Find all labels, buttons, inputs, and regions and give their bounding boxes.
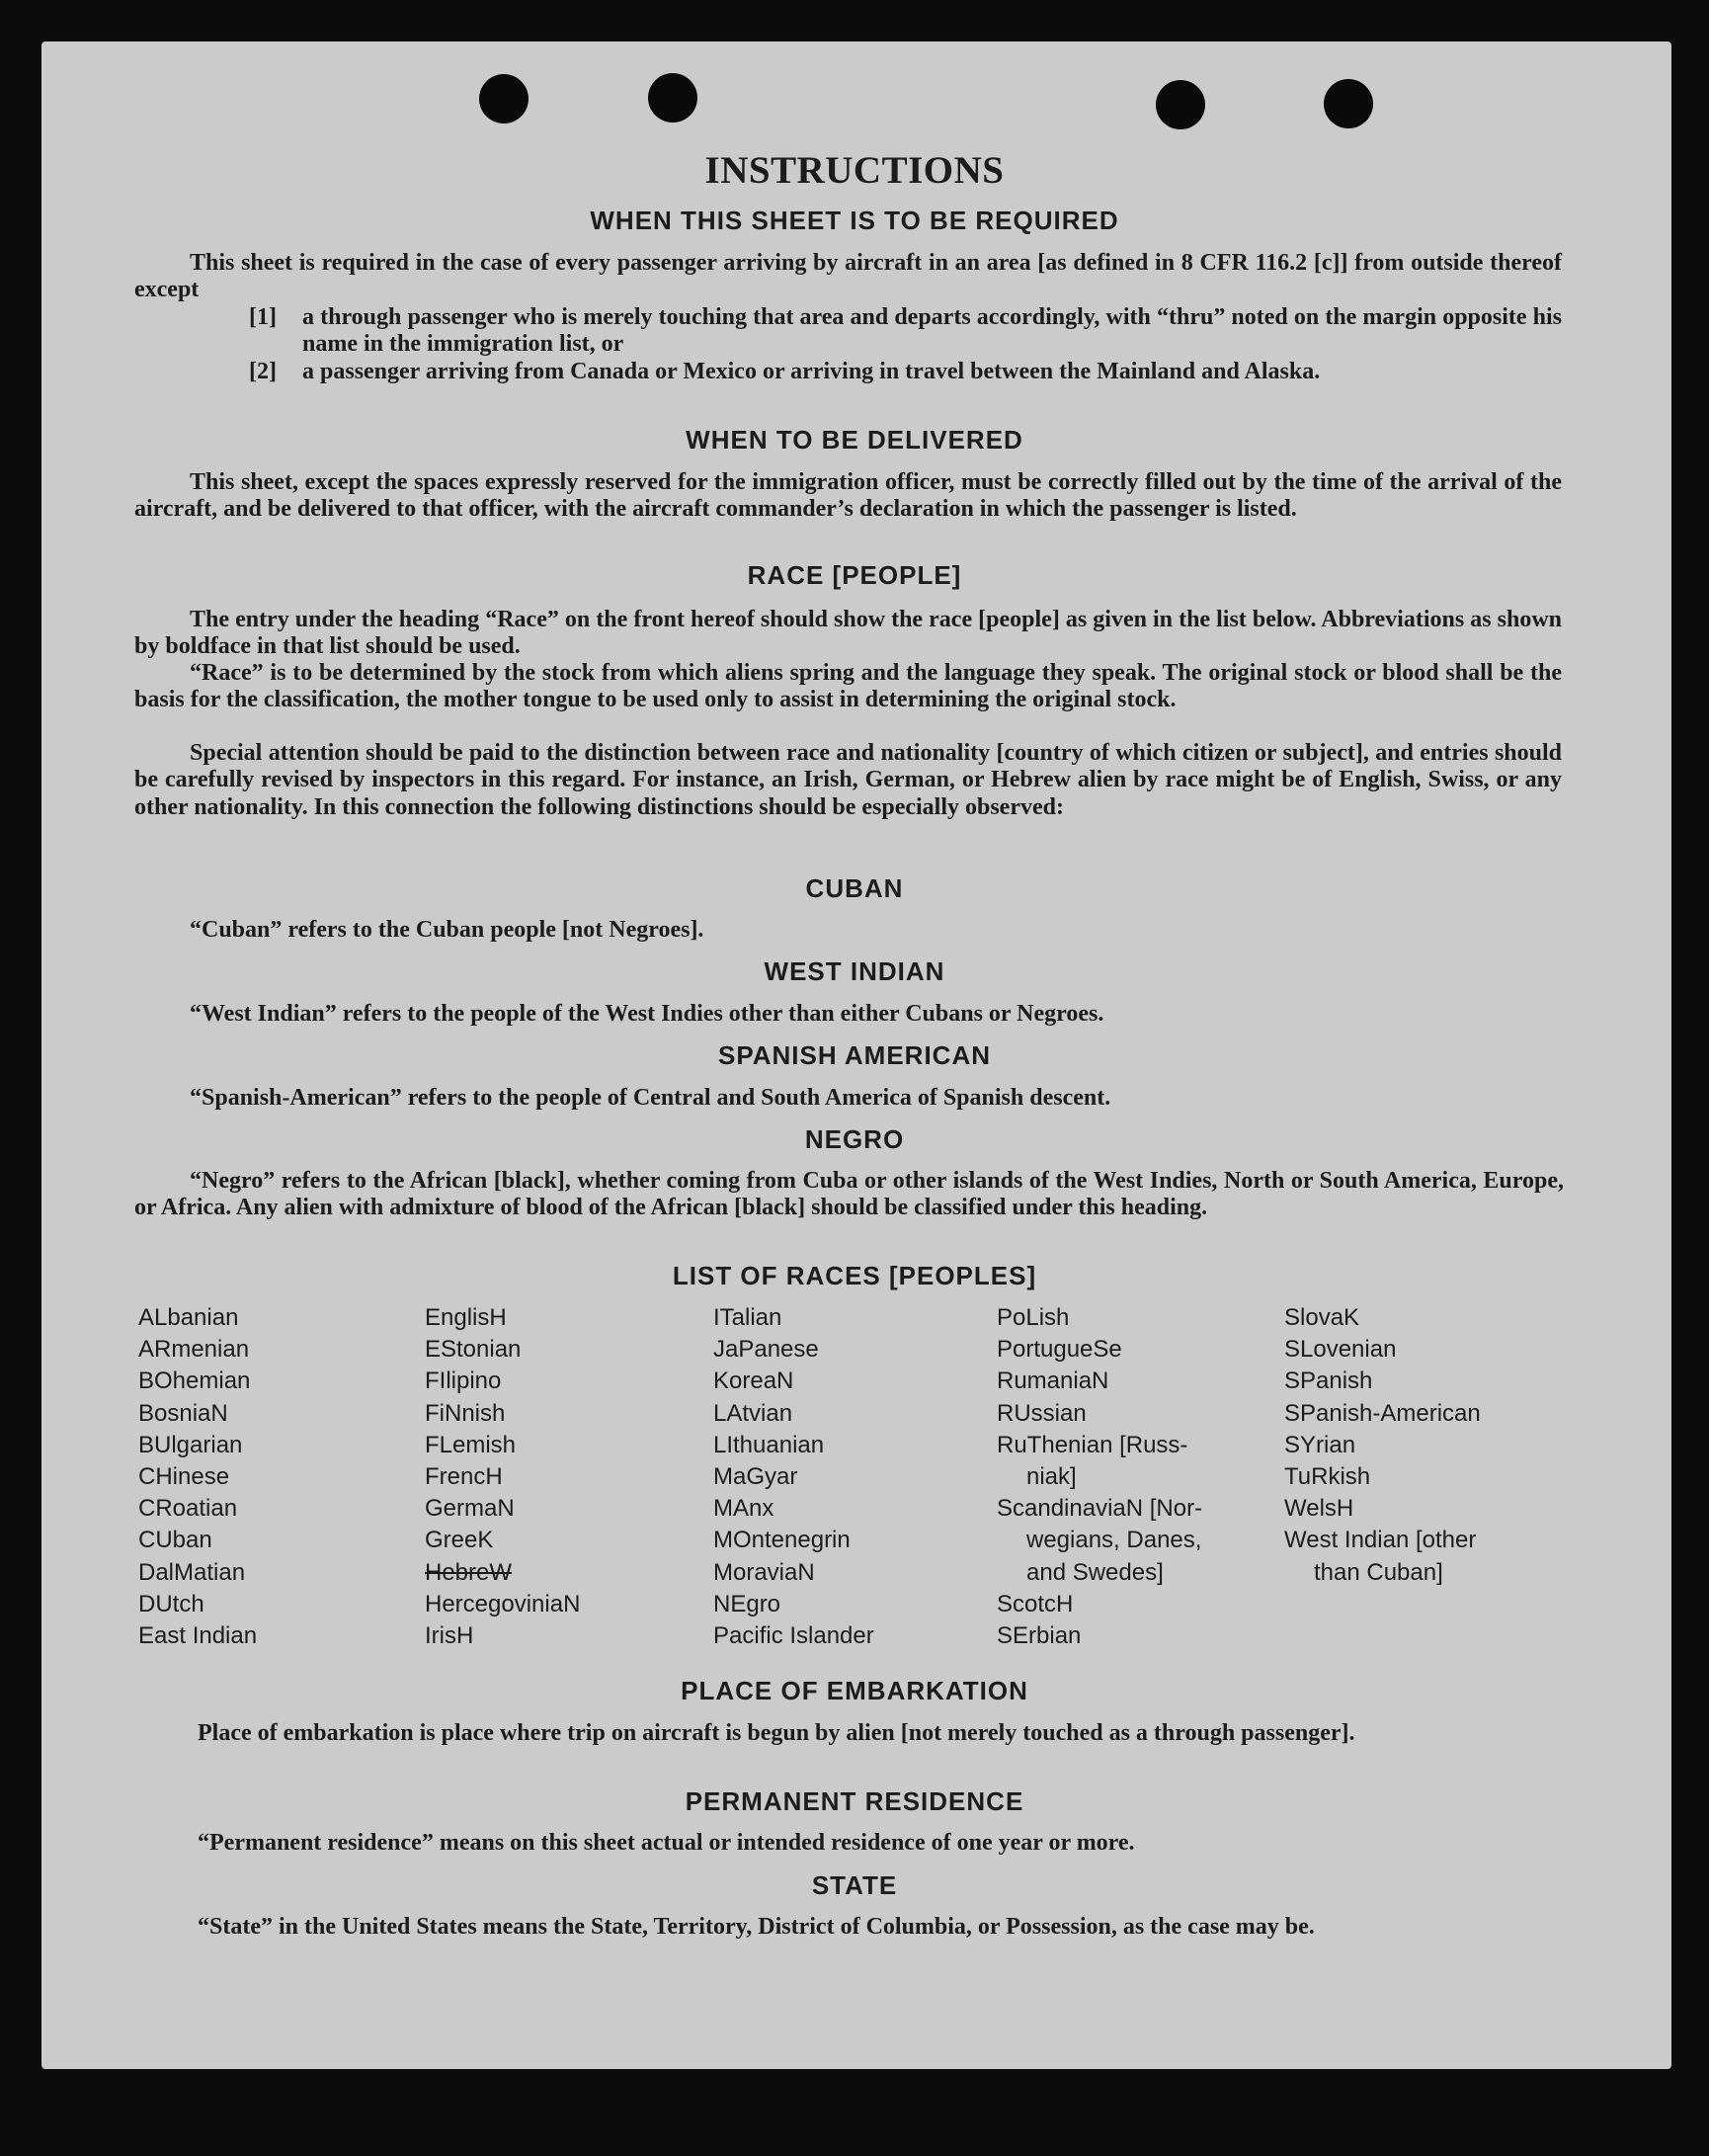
race-item: DUtch	[138, 1590, 204, 1617]
race-item: CUban	[138, 1527, 212, 1554]
race-item: CRoatian	[138, 1495, 238, 1523]
negro-text: “Negro” refers to the African [black], whether coming from Cuba or other islands of the West Indies, North or South America, Europe, or Africa. Any alien with admixture of blood of the African [black] should be classified under this heading.	[134, 1168, 1564, 1221]
residence-text: “Permanent residence” means on this sheet actual or intended residence of one year or more.	[198, 1830, 1135, 1856]
race-list-column-4	[997, 1302, 1202, 1652]
race-list-column-3	[713, 1302, 874, 1652]
race-paragraph-1: The entry under the heading “Race” on the front hereof should show the race [people] as given in the list below. Abbreviations as shown by boldface in that list should be used.	[134, 607, 1562, 660]
race-item: PortugueSe	[997, 1336, 1122, 1364]
item-number-2: [2]	[249, 359, 277, 384]
race-item: SLovenian	[1284, 1336, 1397, 1364]
race-item: TuRkish	[1284, 1463, 1371, 1491]
punch-hole	[1156, 80, 1205, 129]
race-item: PoLish	[997, 1304, 1070, 1331]
race-item: SYrian	[1284, 1431, 1356, 1458]
race-item: BUlgarian	[138, 1431, 243, 1458]
section-heading-west-indian: WEST INDIAN	[764, 956, 945, 986]
punch-hole	[479, 74, 529, 124]
race-item: LIthuanian	[713, 1431, 825, 1458]
spanish-american-text: “Spanish-American” refers to the people of Central and South America of Spanish descent.	[190, 1085, 1111, 1111]
section-heading-cuban: CUBAN	[805, 873, 904, 903]
race-item: RumaniaN	[997, 1368, 1109, 1395]
item-number-1: [1]	[249, 304, 277, 330]
embarkation-text: Place of embarkation is place where trip on aircraft is begun by alien [not merely touched as a through passenger].	[198, 1720, 1355, 1746]
race-item: than Cuban]	[1314, 1558, 1443, 1586]
section-heading-spanish-american: SPANISH AMERICAN	[717, 1040, 991, 1070]
race-item: HercegoviniaN	[425, 1590, 581, 1617]
race-item: LAtvian	[713, 1399, 793, 1427]
race-item: EStonian	[425, 1336, 522, 1364]
required-item-2: a passenger arriving from Canada or Mexico or arriving in travel between the Mainland and Alaska.	[302, 359, 1321, 384]
race-item: DalMatian	[138, 1558, 246, 1586]
race-item: CHinese	[138, 1463, 230, 1491]
race-item: FIlipino	[425, 1368, 502, 1395]
race-list-column-2	[425, 1302, 580, 1652]
race-item: RuThenian [Russ-	[997, 1431, 1188, 1458]
punch-hole	[648, 73, 697, 123]
race-item: ScandinaviaN [Nor-	[997, 1495, 1203, 1523]
race-item: RUssian	[997, 1399, 1087, 1427]
race-item: BOhemian	[138, 1368, 251, 1395]
race-item: JaPanese	[713, 1336, 819, 1364]
page-title: INSTRUCTIONS	[704, 149, 1005, 192]
race-item: ScotcH	[997, 1590, 1074, 1617]
state-text: “State” in the United States means the State, Territory, District of Columbia, or Possession, as the case may be.	[198, 1914, 1315, 1940]
west-indian-text: “West Indian” refers to the people of the West Indies other than either Cubans or Negroes.	[190, 1001, 1104, 1027]
race-item: IrisH	[425, 1622, 474, 1650]
required-intro: This sheet is required in the case of every passenger arriving by aircraft in an area [as defined in 8 CFR 116.2 [c]] from outside thereof except	[134, 250, 1562, 303]
race-item: EnglisH	[425, 1304, 507, 1331]
race-item: ALbanian	[138, 1304, 239, 1331]
race-item: HebreW	[425, 1558, 513, 1586]
race-item: ARmenian	[138, 1336, 250, 1364]
race-item: BosniaN	[138, 1399, 228, 1427]
cuban-text: “Cuban” refers to the Cuban people [not Negroes].	[190, 917, 704, 943]
race-item: SPanish	[1284, 1368, 1373, 1395]
race-item: MoraviaN	[713, 1558, 815, 1586]
race-item: and Swedes]	[1026, 1558, 1164, 1586]
section-heading-list-of-races: LIST OF RACES [PEOPLES]	[672, 1261, 1037, 1290]
section-heading-race: RACE [PEOPLE]	[747, 560, 962, 590]
required-item-1: a through passenger who is merely touching that area and departs accordingly, with “thru” noted on the margin opposite his name in the immigration list, or	[302, 304, 1562, 358]
race-item: FrencH	[425, 1463, 503, 1491]
race-item: SPanish-American	[1284, 1399, 1481, 1427]
race-item: wegians, Danes,	[1026, 1527, 1202, 1554]
section-heading-delivered: WHEN TO BE DELIVERED	[686, 425, 1023, 455]
race-item: NEgro	[713, 1590, 781, 1617]
race-item: MOntenegrin	[713, 1527, 851, 1554]
race-item: MAnx	[713, 1495, 774, 1523]
race-list-column-5	[1284, 1302, 1481, 1589]
race-item: MaGyar	[713, 1463, 798, 1491]
delivered-text: This sheet, except the spaces expressly reserved for the immigration officer, must be correctly filled out by the time of the arrival of the aircraft, and be delivered to that officer, with the aircraft commander’s declaration in which the passenger is listed.	[134, 469, 1562, 523]
section-heading-state: STATE	[811, 1870, 898, 1900]
race-item: GermaN	[425, 1495, 515, 1523]
race-paragraph-3: Special attention should be paid to the distinction between race and nationality [country of which citizen or subject], and entries should be carefully revised by inspectors in this regard. For instance, an Irish, German, or Hebrew alien by race might be of English, Swiss, or any other nationality. In this connection the following distinctions should be especially observed:	[134, 740, 1562, 820]
race-item: SlovaK	[1284, 1304, 1360, 1331]
race-item: GreeK	[425, 1527, 494, 1554]
race-item: East Indian	[138, 1622, 258, 1650]
race-list-column-1	[138, 1302, 257, 1652]
section-heading-negro: NEGRO	[804, 1124, 905, 1154]
race-item: Pacific Islander	[713, 1622, 874, 1650]
race-item: West Indian [other	[1284, 1527, 1477, 1554]
race-item: WelsH	[1284, 1495, 1354, 1523]
race-item: KoreaN	[713, 1368, 794, 1395]
race-item: niak]	[1026, 1463, 1077, 1491]
section-heading-embarkation: PLACE OF EMBARKATION	[681, 1676, 1028, 1705]
punch-hole	[1324, 79, 1373, 128]
race-item: ITalian	[713, 1304, 782, 1331]
section-heading-required: WHEN THIS SHEET IS TO BE REQUIRED	[590, 206, 1119, 235]
section-heading-residence: PERMANENT RESIDENCE	[685, 1786, 1024, 1816]
race-item: SErbian	[997, 1622, 1082, 1650]
race-item: FLemish	[425, 1431, 517, 1458]
race-paragraph-2: “Race” is to be determined by the stock from which aliens spring and the language they speak. The original stock or blood shall be the basis for the classification, the mother tongue to be used only to assist in determining the original stock.	[134, 660, 1562, 713]
race-item: FiNnish	[425, 1399, 506, 1427]
